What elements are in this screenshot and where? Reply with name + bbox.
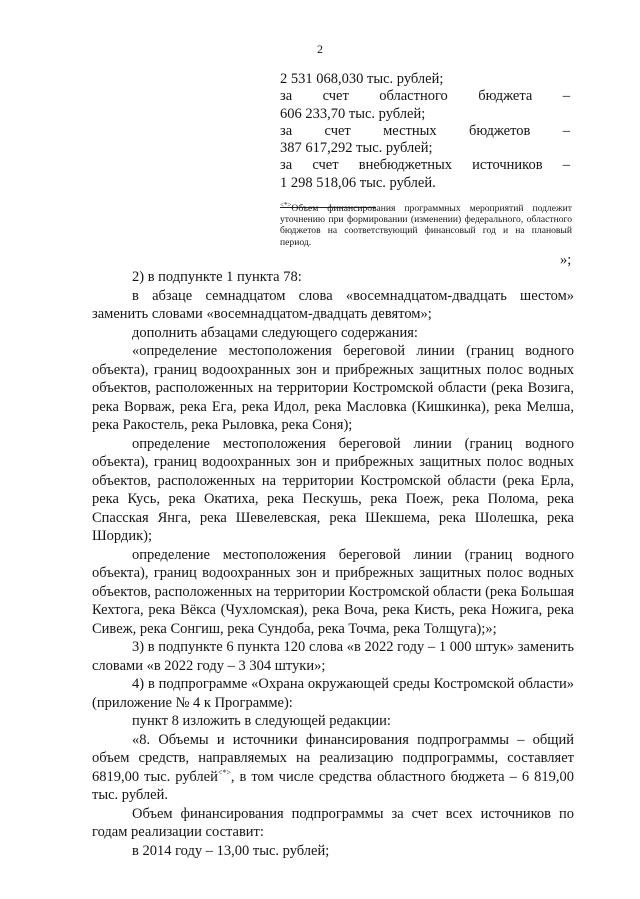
paragraph: определение местоположения береговой линии (границ водного объекта), границ водоохранных зон и прибрежных защитных полос водных объектов, расположенных на территории Костромской области (река Ерла, река Кусь, река Окатиха, река Пескушь, река Поеж, река Полома, река Спасская Янга, река Шевелевская, река Шекшема, река Шолешка, река Шордик); <box>92 435 574 544</box>
page-number: 2 <box>317 42 323 56</box>
paragraph-8-funding <box>92 731 574 805</box>
paragraph: Объем финансирования подпрограммы за счет всех источников по годам реализации составит: <box>92 805 574 840</box>
funding-local-value: 387 617,292 тыс. рублей; <box>280 140 433 157</box>
footnote-mark: <*> <box>280 200 292 209</box>
paragraph: «определение местоположения береговой линии (границ водного объекта), границ водоохранных зон и прибрежных защитных полос водных объектов, расположенных на территории Костромской области (река Возига, река Ворваж, река Ега, река Идол, река Масловка (Кишкинка), река Мелша, река Ракостель, река Рыловка, река Соня); <box>92 343 574 433</box>
paragraph: 4) в подпрограмме «Охрана окружающей среды Костромской области» (приложение № 4 к Программе): <box>92 676 574 711</box>
funding-offbudget-label: за счет внебюджетных источников – <box>280 157 570 174</box>
funding-local-label: за счет местных бюджетов – <box>280 122 570 139</box>
p8-footnote-mark: <*> <box>217 767 231 777</box>
paragraph: 2) в подпункте 1 пункта 78: <box>132 269 302 285</box>
closing-quote: »; <box>560 252 572 268</box>
footnote-text: Объем финансирования программных мероприятий подлежит уточнению при формировании (изменении) федерального, областного бюджетов на соответствующий финансовый год и на плановый период. <box>280 203 572 248</box>
funding-regional-value: 606 233,70 тыс. рублей; <box>280 105 426 122</box>
document-body <box>92 268 574 860</box>
paragraph: определение местоположения береговой линии (границ водного объекта), границ водоохранных зон и прибрежных защитных полос водных объектов, расположенных на территории Костромской области (река Большая Кехтога, река Вёкса (Чухломская), река Воча, река Кисть, река Ножига, река Сивеж, река Сонгиш, река Сундоба, река Точма, река Толщуга);»; <box>92 546 574 637</box>
funding-total: 2 531 068,030 тыс. рублей; <box>280 71 444 87</box>
funding-block <box>280 71 570 192</box>
funding-regional-label: за счет областного бюджета – <box>280 88 570 105</box>
footnote <box>280 200 572 248</box>
paragraph: в абзаце семнадцатом слова «восемнадцатом-двадцать шестом» заменить словами «восемнадцатом-двадцать девятом»; <box>92 287 574 322</box>
paragraph: в 2014 году – 13,00 тыс. рублей; <box>132 842 330 859</box>
p8-text-before: «8. Объемы и источники финансирования подпрограммы – общий объем средств, направляемых на реализацию подпрограммы, составляет 6819,00 тыс. рублей <box>92 731 574 785</box>
p8-text-after: , в том числе средства областного бюджета – 6 819,00 тыс. рублей. <box>92 768 574 803</box>
paragraph: дополнить абзацами следующего содержания: <box>132 324 418 341</box>
paragraph: 3) в подпункте 6 пункта 120 слова «в 2022 году – 1 000 штук» заменить словами «в 2022 году – 3 304 штуки»; <box>92 639 574 674</box>
funding-offbudget-value: 1 298 518,06 тыс. рублей. <box>280 174 436 191</box>
paragraph: пункт 8 изложить в следующей редакции: <box>132 713 391 729</box>
